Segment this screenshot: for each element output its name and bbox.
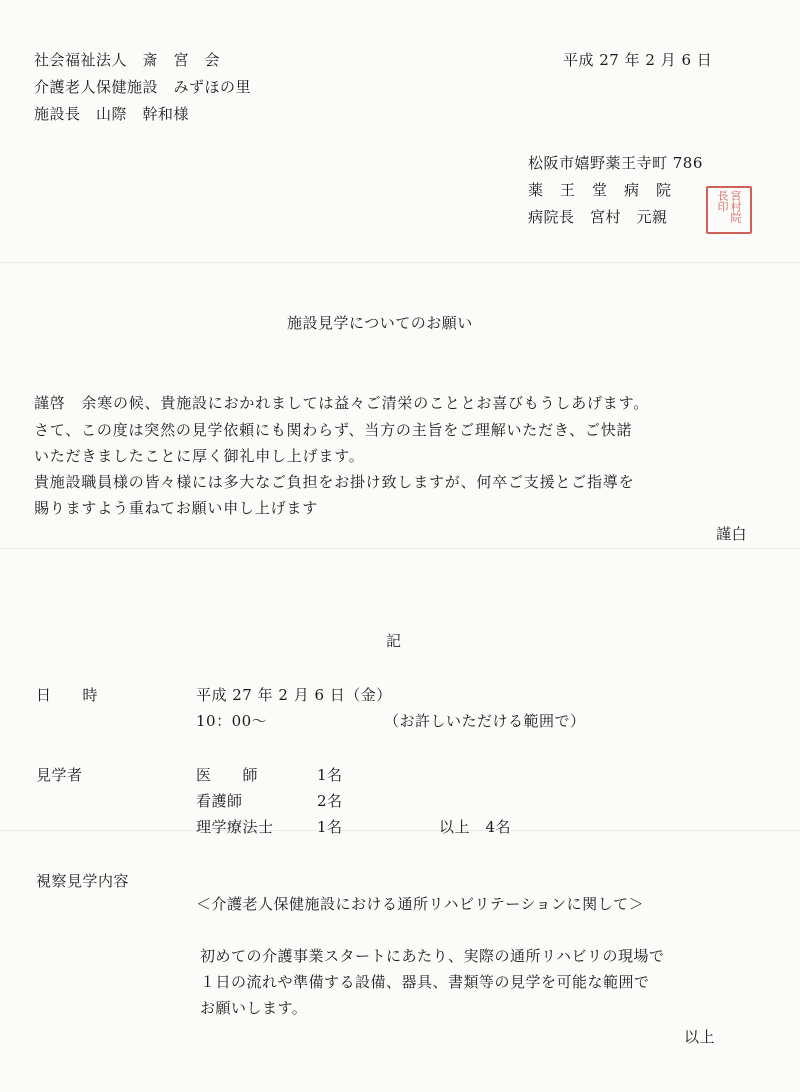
hospital-seal-stamp: 宮村院長印 [706, 186, 752, 234]
visitors-total: 以上 4名 [439, 818, 512, 836]
body-line: 謹啓 余寒の候、貴施設におかれましては益々ご清栄のこととお喜びもうしあげます。 [34, 394, 650, 412]
visit-time-note: （お許しいただける範囲で） [384, 712, 586, 730]
visitor-count: 2名 [317, 792, 343, 810]
visitors-label: 見学者 [36, 766, 83, 784]
end-ijou: 以上 [684, 1028, 716, 1046]
visitor-role: 看護師 [196, 792, 243, 810]
content-subject: ＜介護老人保健施設における通所リハビリテーションに関して＞ [196, 895, 645, 913]
paper-fold-line [0, 830, 800, 831]
content-line: 初めての介護事業スタートにあたり、実際の通所リハビリの現場で [200, 947, 665, 965]
visit-date: 平成 27 年 2 月 6 日（金） [196, 686, 392, 704]
body-line: さて、この度は突然の見学依頼にも関わらず、当方の主旨をご理解いただき、ご快諾 [34, 421, 633, 439]
visit-time: 10：00～ [196, 712, 268, 730]
paper-fold-line [0, 548, 800, 549]
ki-heading: 記 [386, 632, 402, 650]
letter-title: 施設見学についてのお願い [287, 314, 473, 332]
visitor-role: 理学療法士 [196, 818, 274, 836]
visitor-count: 1名 [317, 818, 343, 836]
recipient-facility: 介護老人保健施設 みずほの里 [34, 78, 252, 96]
body-line: いただきましたことに厚く御礼申し上げます。 [34, 447, 365, 465]
paper-fold-line [0, 262, 800, 263]
letter-date: 平成 27 年 2 月 6 日 [563, 51, 713, 69]
content-line: １日の流れや準備する設備、器具、書類等の見学を可能な範囲で [200, 973, 650, 991]
body-line: 賜りますよう重ねてお願い申し上げます [34, 499, 319, 517]
closing-kinpaku: 謹白 [716, 525, 748, 543]
sender-hospital: 薬 王 堂 病 院 [528, 181, 673, 199]
datetime-label: 日 時 [36, 686, 99, 704]
sender-address: 松阪市嬉野薬王寺町 786 [528, 154, 703, 172]
content-line: お願いします。 [200, 999, 308, 1017]
sender-director: 病院長 宮村 元親 [528, 208, 668, 226]
visitor-role: 医 師 [196, 766, 259, 784]
visitor-count: 1名 [317, 766, 343, 784]
recipient-org: 社会福祉法人 斎 宮 会 [34, 51, 221, 69]
body-line: 貴施設職員様の皆々様には多大なご負担をお掛け致しますが、何卒ご支援とご指導を [34, 473, 635, 491]
content-label: 視察見学内容 [36, 872, 130, 890]
recipient-name: 施設長 山際 幹和様 [34, 105, 190, 123]
